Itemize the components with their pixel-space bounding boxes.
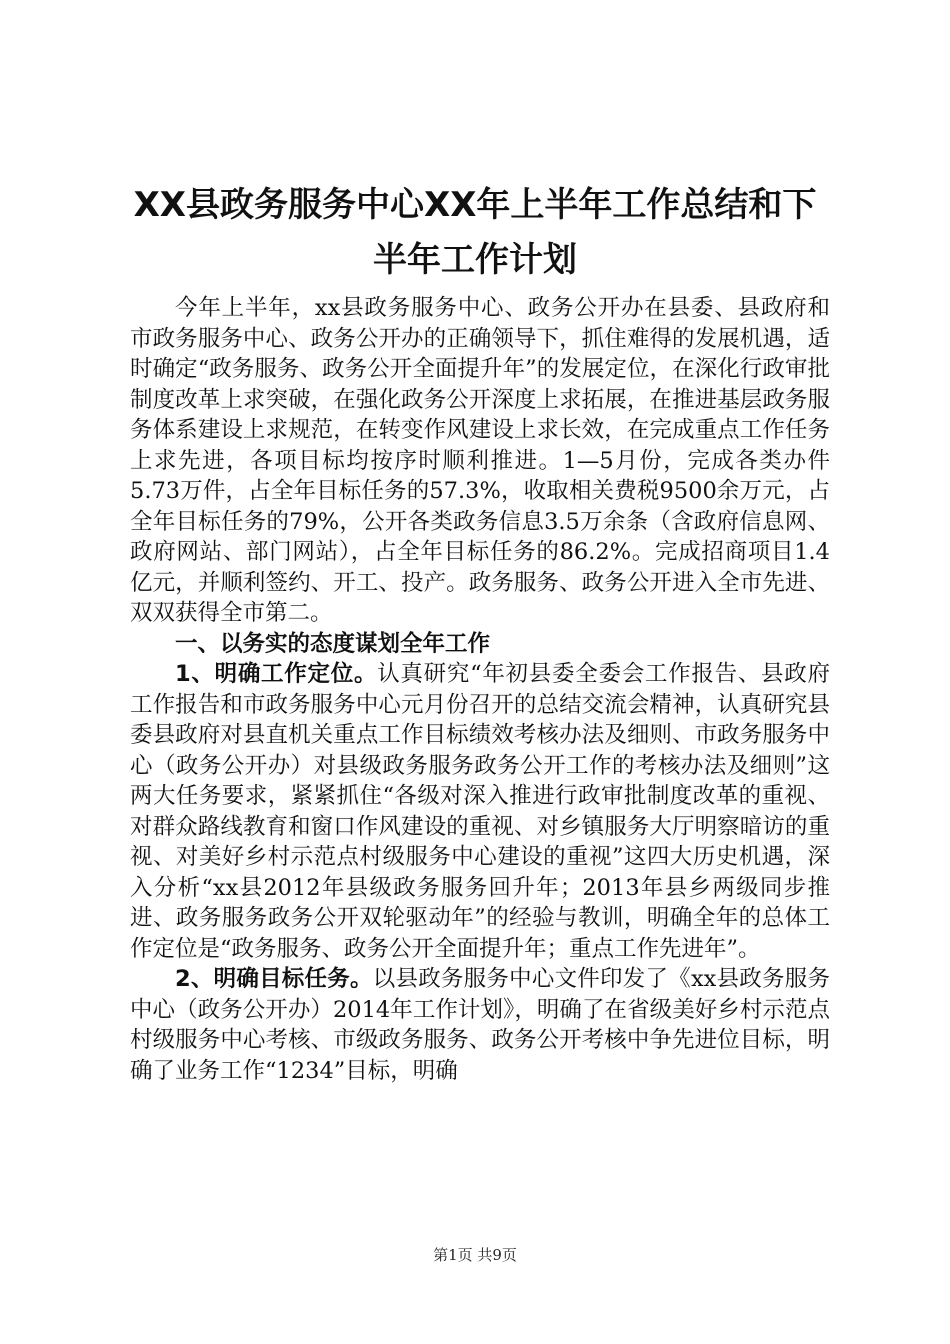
item-2-text: 以县政务服务中心文件印发了《xx县政务服务中心（政务公开办）2014年工作计划》，明确了在省级美好乡村示范点村级服务中心考核、市级政务服务、政务公开考核中争先进位目标，明确了业务工作“1234”目标，明确 [130, 966, 830, 1084]
intro-paragraph: 今年上半年，xx县政务服务中心、政务公开办在县委、县政府和市政务服务中心、政务公开办的正确领导下，抓住难得的发展机遇，适时确定“政务服务、政务公开全面提升年”的发展定位，在深化行政审批制度改革上求突破，在强化政务公开深度上求拓展，在推进基层政务服务体系建设上求规范，在转变作风建设上求长效，在完成重点工作任务上求先进，各项目标均按序时顺利推进。1—5月份，完成各类办件5.73万件，占全年目标任务的57.3%，收取相关费税9500余万元，占全年目标任务的79%，公开各类政务信息3.5万余条（含政府信息网、政府网站、部门网站），占全年目标任务的86.2%。完成招商项目1.4亿元，并顺利签约、开工、投产。政务服务、政务公开进入全市先进、双双获得全市第二。 [130, 295, 830, 626]
title-line-1: XX县政务服务中心XX年上半年工作总结和下 [133, 185, 817, 225]
item-1-paragraph [130, 659, 830, 964]
document-title [100, 178, 850, 288]
item-2-lead: 2、明确目标任务。 [175, 966, 373, 992]
item-1-lead: 1、明确工作定位。 [175, 661, 378, 687]
item-2-paragraph [130, 964, 830, 1086]
item-1-text: 认真研究“年初县委全委会工作报告、县政府工作报告和市政务服务中心元月份召开的总结交流会精神，认真研究县委县政府对县直机关重点工作目标绩效考核办法及细则、市政务服务中心（政务公开办）对县级政务服务政务公开工作的考核办法及细则”这两大任务要求，紧紧抓住“各级对深入推进行政审批制度改革的重视、对群众路线教育和窗口作风建设的重视、对乡镇服务大厅明察暗访的重视、对美好乡村示范点村级服务中心建设的重视”这四大历史机遇，深入分析“xx县2012年县级政务服务回升年；2013年县乡两级同步推进、政务服务政务公开双轮驱动年”的经验与教训，明确全年的总体工作定位是“政务服务、政务公开全面提升年；重点工作先进年”。 [130, 661, 831, 962]
page-footer: 第1页 共9页 [433, 1246, 517, 1264]
title-line-2: 半年工作计划 [373, 240, 577, 280]
section-heading-1: 一、以务实的态度谋划全年工作 [175, 630, 491, 657]
document-body [130, 293, 830, 1086]
